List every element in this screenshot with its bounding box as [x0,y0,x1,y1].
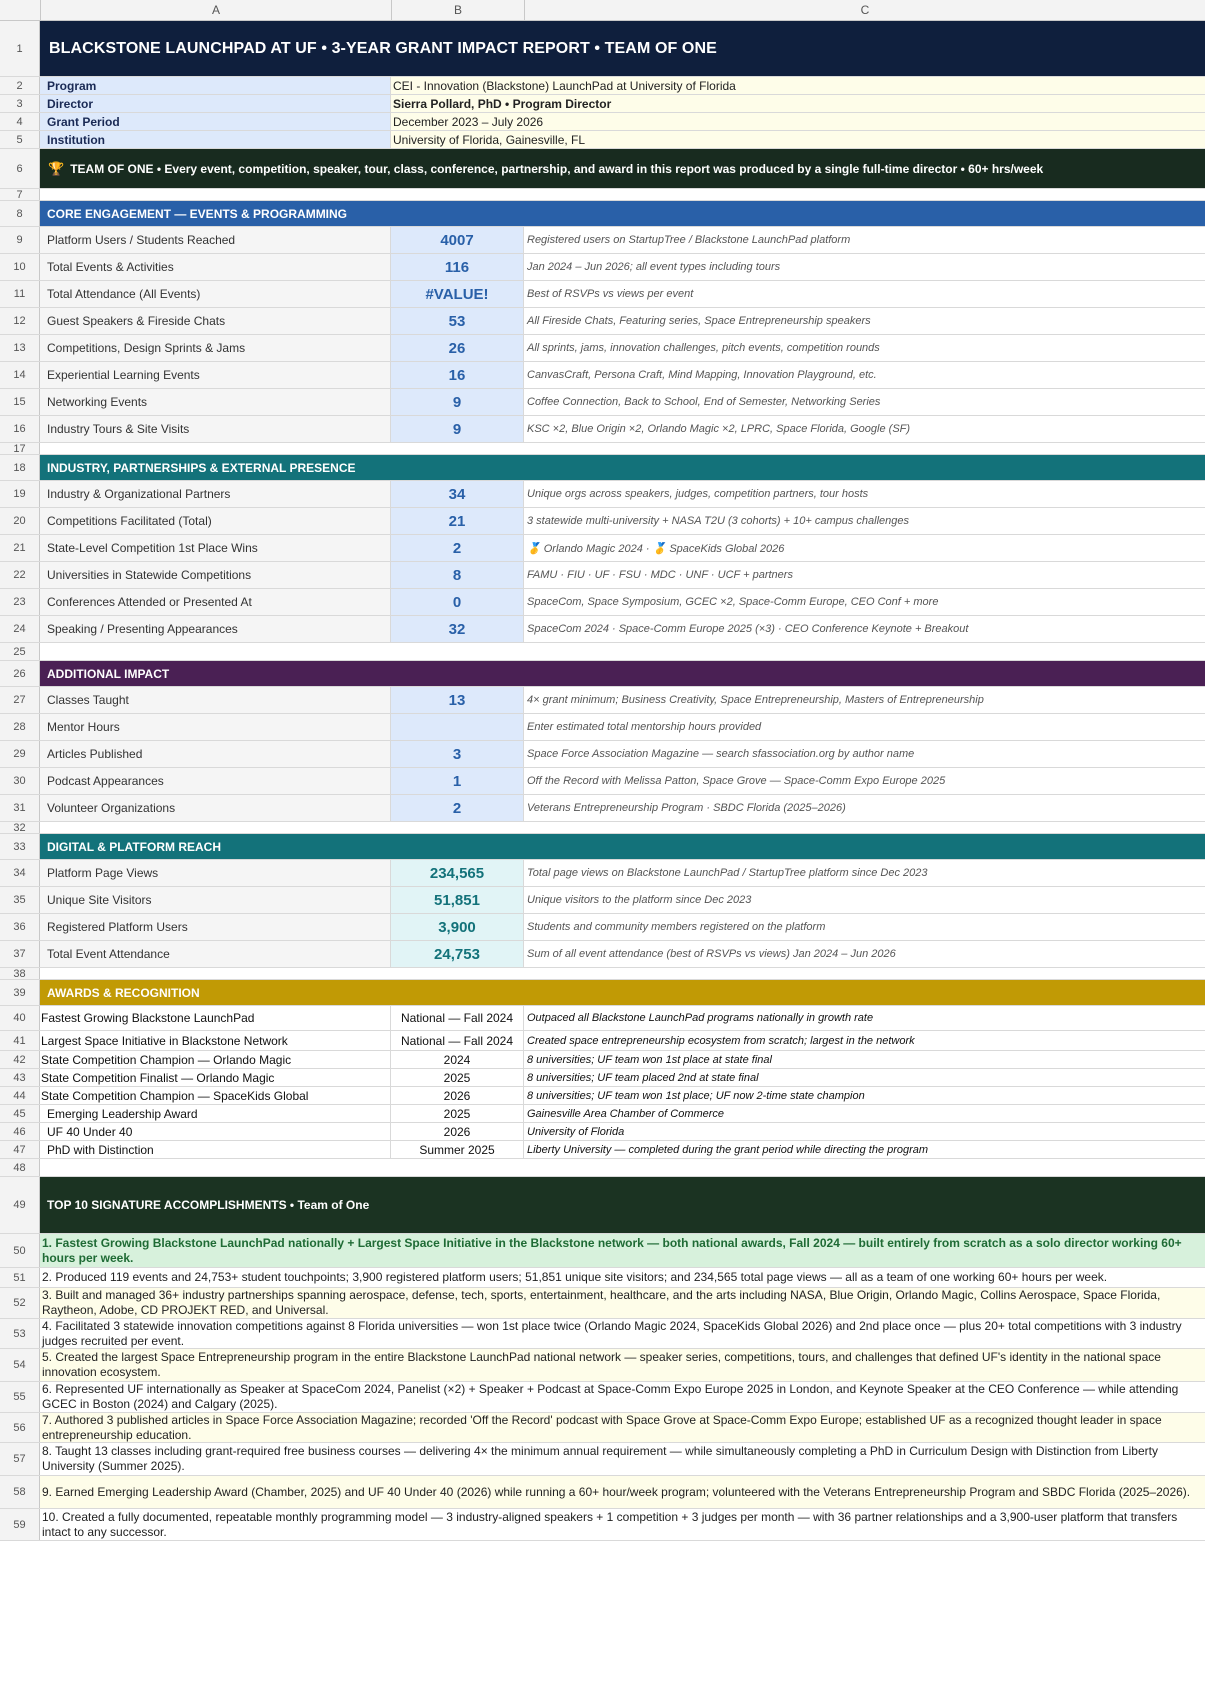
metric-value[interactable] [391,714,524,740]
empty-cell[interactable] [40,1159,1205,1176]
sheet-row [0,21,1205,77]
row-number[interactable]: 53 [0,1319,40,1348]
row-number[interactable]: 41 [0,1031,40,1050]
empty-cell[interactable] [40,443,1205,454]
row-number[interactable]: 55 [0,1382,40,1412]
metric-note[interactable]: FAMU · FIU · UF · FSU · MDC · UNF · UCF + partners [524,562,1205,588]
metric-label[interactable]: PhD with Distinction [40,1141,391,1158]
row-number[interactable]: 47 [0,1141,40,1158]
metric-value[interactable]: 0 [391,589,524,615]
metric-value[interactable]: 26 [391,335,524,361]
sheet-row [0,201,1205,227]
sheet-row [0,687,1205,714]
metric-value[interactable]: 2024 [391,1051,524,1068]
section-core-engagement[interactable]: CORE ENGAGEMENT — EVENTS & PROGRAMMING [40,201,1205,226]
metric-note[interactable]: All sprints, jams, innovation challenges, pitch events, competition rounds [524,335,1205,361]
metric-note[interactable]: Total page views on Blackstone LaunchPad / StartupTree platform since Dec 2023 [524,860,1205,886]
info-label[interactable]: Institution [40,131,391,148]
row-number[interactable]: 35 [0,887,40,913]
metric-note[interactable]: Unique visitors to the platform since Dec 2023 [524,887,1205,913]
row-number[interactable]: 3 [0,95,40,112]
metric-value[interactable]: National — Fall 2024 [391,1006,524,1030]
metric-note[interactable]: Best of RSVPs vs views per event [524,281,1205,307]
metric-value[interactable]: 1 [391,768,524,794]
sheet-row [0,508,1205,535]
metric-note[interactable]: 4× grant minimum; Business Creativity, Space Entrepreneurship, Masters of Entrepreneurship [524,687,1205,713]
row-number[interactable]: 20 [0,508,40,534]
row-number[interactable]: 34 [0,860,40,886]
report-title[interactable]: BLACKSTONE LAUNCHPAD AT UF • 3-YEAR GRANT IMPACT REPORT • TEAM OF ONE [40,21,1205,76]
metric-label[interactable]: Classes Taught [40,687,391,713]
metric-value[interactable]: 2026 [391,1087,524,1104]
metric-value[interactable]: 2025 [391,1105,524,1122]
accomplishment-item[interactable]: 3. Built and managed 36+ industry partnerships spanning aerospace, defense, tech, sports, entertainment, healthcare, and the arts including NASA, Blue Origin, Orlando Magic, Collins Aerospace, Space Florida, Raytheon, Adobe, CD PROJEKT RED, and Universal. [40,1288,1205,1318]
sheet-row [0,768,1205,795]
sheet-row [0,227,1205,254]
info-label[interactable]: Grant Period [40,113,391,130]
sheet-row [0,131,1205,149]
section-digital-reach[interactable]: DIGITAL & PLATFORM REACH [40,834,1205,859]
metric-label[interactable]: Universities in Statewide Competitions [40,562,391,588]
sheet-row [0,914,1205,941]
metric-value[interactable]: 9 [391,389,524,415]
row-number[interactable]: 42 [0,1051,40,1068]
row-number[interactable]: 38 [0,968,40,979]
sheet-row [0,795,1205,822]
metric-note[interactable]: University of Florida [524,1123,1205,1140]
row-number[interactable]: 57 [0,1443,40,1475]
metric-label[interactable]: Networking Events [40,389,391,415]
row-number[interactable]: 52 [0,1288,40,1318]
accomplishment-item[interactable]: 4. Facilitated 3 statewide innovation competitions against 8 Florida universities — won 1st place twice (Orlando Magic 2024, SpaceKids Global 2026) and 2nd place once — plus 20+ total competitions with 3 industry judges recruited per event. [40,1319,1205,1348]
metric-label[interactable]: UF 40 Under 40 [40,1123,391,1140]
row-number[interactable]: 37 [0,941,40,967]
metric-value[interactable]: 4007 [391,227,524,253]
sheet-row [0,1349,1205,1382]
section-additional-impact[interactable]: ADDITIONAL IMPACT [40,661,1205,686]
sheet-row [0,1087,1205,1105]
row-number[interactable]: 22 [0,562,40,588]
sheet-row [0,1177,1205,1234]
metric-label[interactable]: Platform Users / Students Reached [40,227,391,253]
sheet-row [0,535,1205,562]
metric-value[interactable]: Summer 2025 [391,1141,524,1158]
metric-note[interactable]: Created space entrepreneurship ecosystem from scratch; largest in the network [524,1031,1205,1050]
sheet-row [0,1509,1205,1541]
metric-value[interactable]: 3 [391,741,524,767]
metric-note[interactable]: Jan 2024 – Jun 2026; all event types including tours [524,254,1205,280]
row-number[interactable]: 40 [0,1006,40,1030]
empty-cell[interactable] [40,968,1205,979]
sheet-row [0,77,1205,95]
row-number[interactable]: 27 [0,687,40,713]
corner-cell[interactable] [0,0,41,20]
metric-note[interactable]: 8 universities; UF team won 1st place; UF now 2-time state champion [524,1087,1205,1104]
metric-note[interactable]: 🥇 Orlando Magic 2024 · 🥇 SpaceKids Global 2026 [524,535,1205,561]
metric-note[interactable]: Off the Record with Melissa Patton, Space Grove — Space-Comm Expo Europe 2025 [524,768,1205,794]
row-number[interactable]: 1 [0,21,40,76]
metric-value[interactable]: 2 [391,535,524,561]
section-industry-partnerships[interactable]: INDUSTRY, PARTNERSHIPS & EXTERNAL PRESENCE [40,455,1205,480]
metric-label[interactable]: Industry Tours & Site Visits [40,416,391,442]
sheet-row [0,1069,1205,1087]
sheet-row [0,616,1205,643]
sheet-row [0,968,1205,980]
accomplishment-item[interactable]: 9. Earned Emerging Leadership Award (Chamber, 2025) and UF 40 Under 40 (2026) while running a 60+ hour/week program; volunteered with the Veterans Entrepreneurship Program and SBDC Florida (2025–2026). [40,1476,1205,1508]
row-number[interactable]: 21 [0,535,40,561]
trophy-icon: 🏆 [48,160,65,176]
metric-value[interactable]: 16 [391,362,524,388]
metric-label[interactable]: Total Events & Activities [40,254,391,280]
row-number[interactable]: 26 [0,661,40,686]
row-number[interactable]: 28 [0,714,40,740]
row-number[interactable]: 56 [0,1413,40,1442]
info-label[interactable]: Program [40,77,391,94]
metric-label[interactable]: Registered Platform Users [40,914,391,940]
metric-note[interactable]: Veterans Entrepreneurship Program · SBDC Florida (2025–2026) [524,795,1205,821]
row-number[interactable]: 25 [0,643,40,660]
row-number[interactable]: 19 [0,481,40,507]
metric-note[interactable]: 8 universities; UF team placed 2nd at state final [524,1069,1205,1086]
accomplishment-item[interactable]: 6. Represented UF internationally as Speaker at SpaceCom 2024, Panelist (×2) + Speaker + Podcast at Space-Comm Expo Europe 2025 in London, and Keynote Speaker at the CEO Conference — while attending GCEC in Boston (2024) and Calgary (2025). [40,1382,1205,1412]
banner-text: TEAM OF ONE • Every event, competition, speaker, tour, class, conference, partnership, and award in this report was produced by a single full-time director • 60+ hrs/week [70,161,1044,176]
sheet-row [0,1006,1205,1031]
info-label[interactable]: Director [40,95,391,112]
row-number[interactable]: 31 [0,795,40,821]
sheet-row [0,455,1205,481]
accomplishment-item[interactable]: 7. Authored 3 published articles in Space Force Association Magazine; recorded 'Off the Record' podcast with Space Grove at Space-Comm Expo Europe; established UF as a recognized thought leader in space entrepreneurship education. [40,1413,1205,1442]
sheet-row [0,562,1205,589]
sheet-row [0,941,1205,968]
row-number[interactable]: 4 [0,113,40,130]
row-number[interactable]: 54 [0,1349,40,1381]
metric-value[interactable]: National — Fall 2024 [391,1031,524,1050]
row-number[interactable]: 44 [0,1087,40,1104]
section-top10[interactable]: TOP 10 SIGNATURE ACCOMPLISHMENTS • Team of One [40,1177,1205,1233]
metric-value[interactable]: 3,900 [391,914,524,940]
metric-note[interactable]: Gainesville Area Chamber of Commerce [524,1105,1205,1122]
sheet-row [0,1031,1205,1051]
row-number[interactable]: 5 [0,131,40,148]
metric-label[interactable]: Emerging Leadership Award [40,1105,391,1122]
metric-note[interactable]: CanvasCraft, Persona Craft, Mind Mapping, Innovation Playground, etc. [524,362,1205,388]
metric-label[interactable]: Speaking / Presenting Appearances [40,616,391,642]
metric-note[interactable]: Space Force Association Magazine — search sfassociation.org by author name [524,741,1205,767]
metric-value[interactable]: 9 [391,416,524,442]
sheet-row [0,887,1205,914]
metric-label[interactable]: State Competition Champion — Orlando Magic [40,1051,391,1068]
metric-note[interactable]: 3 statewide multi-university + NASA T2U (3 cohorts) + 10+ campus challenges [524,508,1205,534]
row-number[interactable]: 13 [0,335,40,361]
sheet-row [0,1268,1205,1288]
metric-note[interactable]: Registered users on StartupTree / Blackstone LaunchPad platform [524,227,1205,253]
info-value[interactable]: University of Florida, Gainesville, FL [391,131,1205,148]
sheet-row [0,661,1205,687]
sheet-row [0,443,1205,455]
metric-note[interactable]: Enter estimated total mentorship hours provided [524,714,1205,740]
row-number[interactable]: 2 [0,77,40,94]
accomplishment-item[interactable]: 8. Taught 13 classes including grant-required free business courses — delivering 4× the minimum annual requirement — while simultaneously completing a PhD in Curriculum Design with Distinction from Liberty University (Summer 2025). [40,1443,1205,1475]
row-number[interactable]: 32 [0,822,40,833]
row-number[interactable]: 30 [0,768,40,794]
metric-label[interactable]: Conferences Attended or Presented At [40,589,391,615]
metric-label[interactable]: Competitions, Design Sprints & Jams [40,335,391,361]
accomplishment-item[interactable]: 2. Produced 119 events and 24,753+ student touchpoints; 3,900 registered platform users; 51,851 unique site visitors; and 234,565 total page views — all as a team of one working 60+ hours per week. [40,1268,1205,1287]
empty-cell[interactable] [40,822,1205,833]
metric-label[interactable]: State-Level Competition 1st Place Wins [40,535,391,561]
row-number[interactable]: 7 [0,189,40,200]
sheet-row [0,834,1205,860]
metric-note[interactable]: Sum of all event attendance (best of RSVPs vs views) Jan 2024 – Jun 2026 [524,941,1205,967]
metric-note[interactable]: SpaceCom, Space Symposium, GCEC ×2, Space-Comm Europe, CEO Conf + more [524,589,1205,615]
sheet-row [0,1413,1205,1443]
column-header-c[interactable]: C [860,3,870,17]
sheet-row [0,1141,1205,1159]
metric-label[interactable]: Fastest Growing Blackstone LaunchPad [40,1006,391,1030]
section-awards[interactable]: AWARDS & RECOGNITION [40,980,1205,1005]
sheet-row [0,1105,1205,1123]
sheet-row [0,308,1205,335]
sheet-row [0,1319,1205,1349]
metric-label[interactable]: State Competition Finalist — Orlando Magic [40,1069,391,1086]
sheet-row [0,1123,1205,1141]
row-number[interactable]: 6 [0,149,40,188]
sheet-row [0,362,1205,389]
metric-value[interactable]: 21 [391,508,524,534]
row-number[interactable]: 45 [0,1105,40,1122]
metric-value[interactable]: 24,753 [391,941,524,967]
metric-value[interactable]: 53 [391,308,524,334]
row-number[interactable]: 11 [0,281,40,307]
column-header-b[interactable]: B [392,0,525,20]
metric-value[interactable]: 51,851 [391,887,524,913]
metric-value[interactable]: 34 [391,481,524,507]
info-value[interactable]: December 2023 – July 2026 [391,113,1205,130]
metric-value[interactable]: 2025 [391,1069,524,1086]
sheet-row [0,1443,1205,1476]
sheet-row [0,643,1205,661]
metric-value[interactable]: 2026 [391,1123,524,1140]
row-number[interactable]: 14 [0,362,40,388]
sheet-row [0,189,1205,201]
metric-label[interactable]: Largest Space Initiative in Blackstone Network [40,1031,391,1050]
metric-value[interactable]: 13 [391,687,524,713]
row-number[interactable]: 43 [0,1069,40,1086]
row-number[interactable]: 33 [0,834,40,859]
empty-cell[interactable] [40,643,1205,660]
metric-value[interactable]: 8 [391,562,524,588]
metric-label[interactable]: Total Event Attendance [40,941,391,967]
sheet-row [0,95,1205,113]
metric-label[interactable]: Guest Speakers & Fireside Chats [40,308,391,334]
row-number[interactable]: 36 [0,914,40,940]
sheet-row [0,481,1205,508]
sheet-row [0,1051,1205,1069]
row-number[interactable]: 46 [0,1123,40,1140]
metric-label[interactable]: Articles Published [40,741,391,767]
metric-label[interactable]: Total Attendance (All Events) [40,281,391,307]
metric-note[interactable]: Coffee Connection, Back to School, End of Semester, Networking Series [524,389,1205,415]
sheet-row [0,860,1205,887]
row-number[interactable]: 9 [0,227,40,253]
sheet-row [0,589,1205,616]
info-value[interactable]: Sierra Pollard, PhD • Program Director [391,95,1205,112]
row-number[interactable]: 10 [0,254,40,280]
row-number[interactable]: 39 [0,980,40,1005]
sheet-row [0,335,1205,362]
row-number[interactable]: 23 [0,589,40,615]
metric-value[interactable]: #VALUE! [391,281,524,307]
metric-label[interactable]: Competitions Facilitated (Total) [40,508,391,534]
sheet-row [0,714,1205,741]
sheet-row [0,113,1205,131]
row-number[interactable]: 8 [0,201,40,226]
metric-note[interactable]: Unique orgs across speakers, judges, competition partners, tour hosts [524,481,1205,507]
metric-label[interactable]: State Competition Champion — SpaceKids Global [40,1087,391,1104]
metric-label[interactable]: Platform Page Views [40,860,391,886]
empty-cell[interactable] [40,189,1205,200]
metric-label[interactable]: Mentor Hours [40,714,391,740]
info-value[interactable]: CEI - Innovation (Blackstone) LaunchPad at University of Florida [391,77,1205,94]
metric-note[interactable]: 8 universities; UF team won 1st place at state final [524,1051,1205,1068]
row-number[interactable]: 50 [0,1234,40,1267]
row-number[interactable]: 59 [0,1509,40,1540]
metric-note[interactable]: Liberty University — completed during the grant period while directing the program [524,1141,1205,1158]
sheet-row [0,416,1205,443]
metric-value[interactable]: 32 [391,616,524,642]
sheet-row [0,741,1205,768]
metric-label[interactable]: Podcast Appearances [40,768,391,794]
metric-note[interactable]: Students and community members registered on the platform [524,914,1205,940]
row-number[interactable]: 51 [0,1268,40,1287]
row-number[interactable]: 15 [0,389,40,415]
metric-note[interactable]: All Fireside Chats, Featuring series, Space Entrepreneurship speakers [524,308,1205,334]
sheet-row [0,1159,1205,1177]
metric-value[interactable]: 2 [391,795,524,821]
row-number[interactable]: 49 [0,1177,40,1233]
row-number[interactable]: 17 [0,443,40,454]
row-number[interactable]: 24 [0,616,40,642]
metric-value[interactable]: 116 [391,254,524,280]
metric-note[interactable]: SpaceCom 2024 · Space-Comm Europe 2025 (×3) · CEO Conference Keynote + Breakout [524,616,1205,642]
column-header-a[interactable]: A [41,0,392,20]
metric-note[interactable]: KSC ×2, Blue Origin ×2, Orlando Magic ×2, LPRC, Space Florida, Google (SF) [524,416,1205,442]
sheet-row [0,980,1205,1006]
row-number[interactable]: 12 [0,308,40,334]
row-number[interactable]: 58 [0,1476,40,1508]
metric-note[interactable]: Outpaced all Blackstone LaunchPad programs nationally in growth rate [524,1006,1205,1030]
sheet-row [0,1288,1205,1319]
row-number[interactable]: 16 [0,416,40,442]
sheet-row [0,1234,1205,1268]
row-number[interactable]: 18 [0,455,40,480]
metric-label[interactable]: Volunteer Organizations [40,795,391,821]
sheet-row [0,1476,1205,1509]
sheet-row [0,1382,1205,1413]
sheet-row [0,389,1205,416]
team-of-one-banner[interactable] [40,149,1205,188]
sheet-row [0,822,1205,834]
sheet-row [0,149,1205,189]
accomplishment-item[interactable]: 5. Created the largest Space Entrepreneurship program in the entire Blackstone LaunchPad national network — speaker series, competitions, tours, and challenges that defined UF's identity in the national space innovation ecosystem. [40,1349,1205,1381]
metric-value[interactable]: 234,565 [391,860,524,886]
row-number[interactable]: 29 [0,741,40,767]
metric-label[interactable]: Experiential Learning Events [40,362,391,388]
accomplishment-item[interactable]: 1. Fastest Growing Blackstone LaunchPad nationally + Largest Space Initiative in the Blackstone network — both national awards, Fall 2024 — built entirely from scratch as a solo director working 60+ hours per week. [40,1234,1205,1267]
metric-label[interactable]: Industry & Organizational Partners [40,481,391,507]
row-number[interactable]: 48 [0,1159,40,1176]
sheet-row [0,254,1205,281]
sheet-row [0,281,1205,308]
metric-label[interactable]: Unique Site Visitors [40,887,391,913]
accomplishment-item[interactable]: 10. Created a fully documented, repeatable monthly programming model — 3 industry-aligned speakers + 1 competition + 3 judges per month — with 36 partner relationships and a 3,900-user platform that transfers intact to any successor. [40,1509,1205,1540]
column-header-bar [0,0,1205,21]
